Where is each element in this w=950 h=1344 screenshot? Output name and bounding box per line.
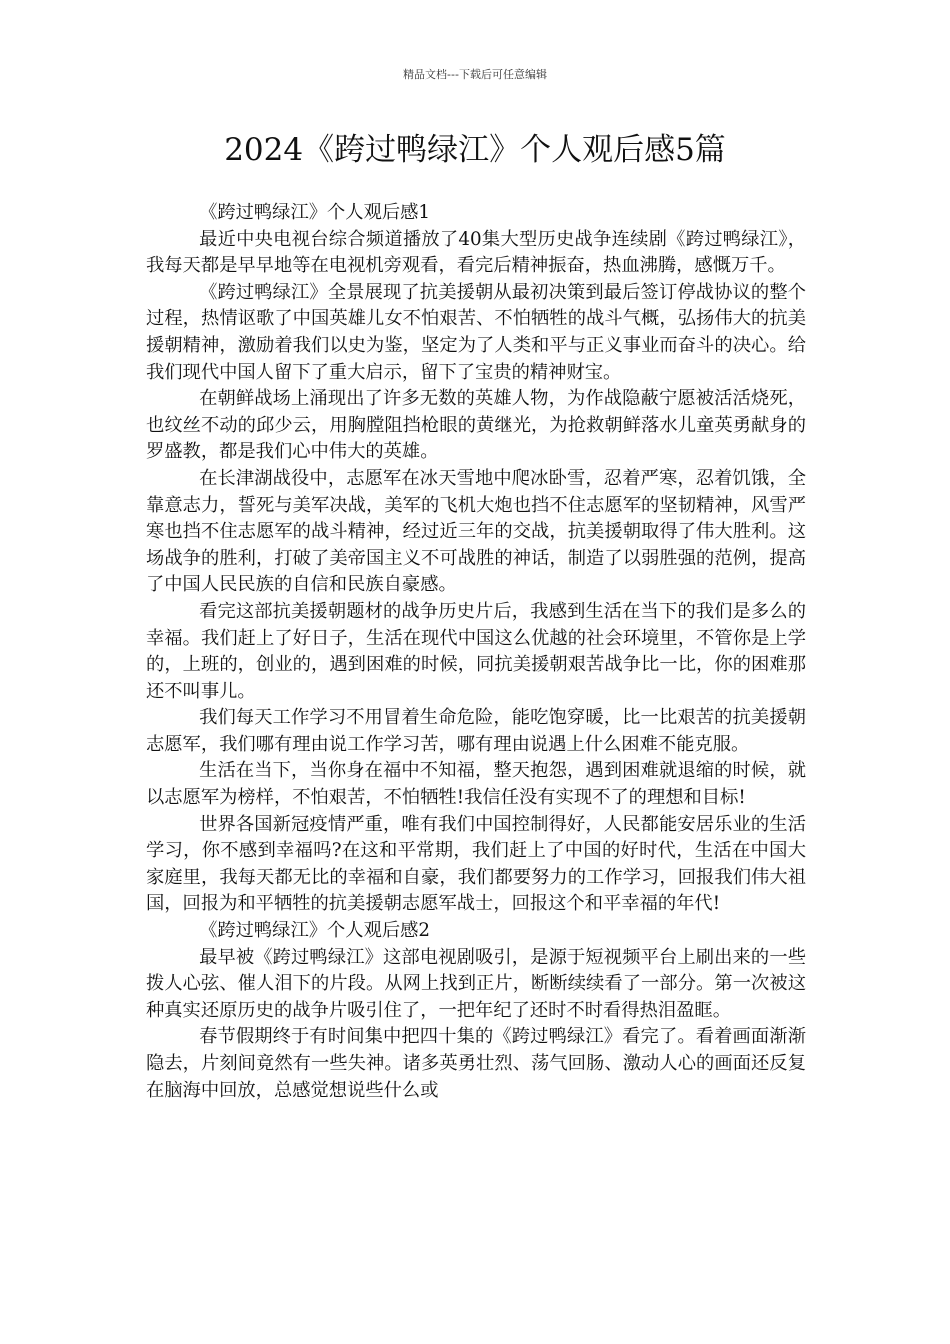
section-heading: 《跨过鸭绿江》个人观后感1 [199,202,431,223]
section-heading: 《跨过鸭绿江》个人观后感2 [199,920,431,942]
paragraph: 《跨过鸭绿江》全景展现了抗美援朝从最初决策到最后签订停战协议的整个过程，热情讴歌了中国英雄儿女不怕艰苦、不怕牺牲的战斗气概，弘扬伟大的抗美援朝精神，激励着我们以史为鉴，坚定为了人类和平与正义事业而奋斗的决心。给我们现代中国人留下了重大启示，留下了宝贵的精神财宝。 [146,281,806,383]
paragraph: 在朝鲜战场上涌现出了许多无数的英雄人物，为作战隐蔽宁愿被活活烧死，也纹丝不动的邱少云，用胸膛阻挡枪眼的黄继光，为抢救朝鲜落水儿童英勇献身的罗盛教，都是我们心中伟大的英雄。 [146,388,806,463]
paragraph: 世界各国新冠疫情严重，唯有我们中国控制得好，人民都能安居乐业的生活学习，你不感到幸福吗?在这和平常期，我们赶上了中国的好时代，生活在中国大家庭里，我每天都无比的幸福和自豪，我们都要努力的工作学习，回报我们伟大祖国，回报为和平牺牲的抗美援朝志愿军战士，回报这个和平幸福的年代! [146,813,806,915]
paragraph: 春节假期终于有时间集中把四十集的《跨过鸭绿江》看完了。看着画面渐渐隐去，片刻间竟然有一些失神。诸多英勇壮烈、荡气回肠、激动人心的画面还反复在脑海中回放，总感觉想说些什么或 [146,1026,806,1101]
paragraph: 最早被《跨过鸭绿江》这部电视剧吸引，是源于短视频平台上刷出来的一些拨人心弦、催人泪下的片段。从网上找到正片，断断续续看了一部分。第一次被这种真实还原历史的战争片吸引住了，一把年纪了还时不时看得热泪盈眶。 [146,946,806,1021]
paragraph: 看完这部抗美援朝题材的战争历史片后，我感到生活在当下的我们是多么的幸福。我们赶上了好日子，生活在现代中国这么优越的社会环境里，不管你是上学的，上班的，创业的，遇到困难的时候，同抗美援朝艰苦战争比一比，你的困难那还不叫事儿。 [146,600,806,702]
document-title: 2024《跨过鸭绿江》个人观后感5篇 [224,132,726,168]
paragraph: 我们每天工作学习不用冒着生命危险，能吃饱穿暖，比一比艰苦的抗美援朝志愿军，我们哪有理由说工作学习苦，哪有理由说遇上什么困难不能克服。 [146,707,806,755]
document-body [146,200,806,1104]
paragraph: 最近中央电视台综合频道播放了40集大型历史战争连续剧《跨过鸭绿江》，我每天都是早早地等在电视机旁观看，看完后精神振奋，热血沸腾，感慨万千。 [146,228,806,277]
paragraph: 生活在当下，当你身在福中不知福，整天抱怨，遇到困难就退缩的时候，就以志愿军为榜样，不怕艰苦，不怕牺牲!我信任没有实现不了的理想和目标! [146,760,806,809]
header-note: 精品文档---下载后可任意编辑 [403,68,547,81]
paragraph: 在长津湖战役中，志愿军在冰天雪地中爬冰卧雪，忍着严寒，忍着饥饿，全靠意志力，誓死与美军决战，美军的飞机大炮也挡不住志愿军的坚韧精神，风雪严寒也挡不住志愿军的战斗精神，经过近三年的交战，抗美援朝取得了伟大胜利。这场战争的胜利，打破了美帝国主义不可战胜的神话，制造了以弱胜强的范例，提高了中国人民民族的自信和民族自豪感。 [146,467,806,596]
